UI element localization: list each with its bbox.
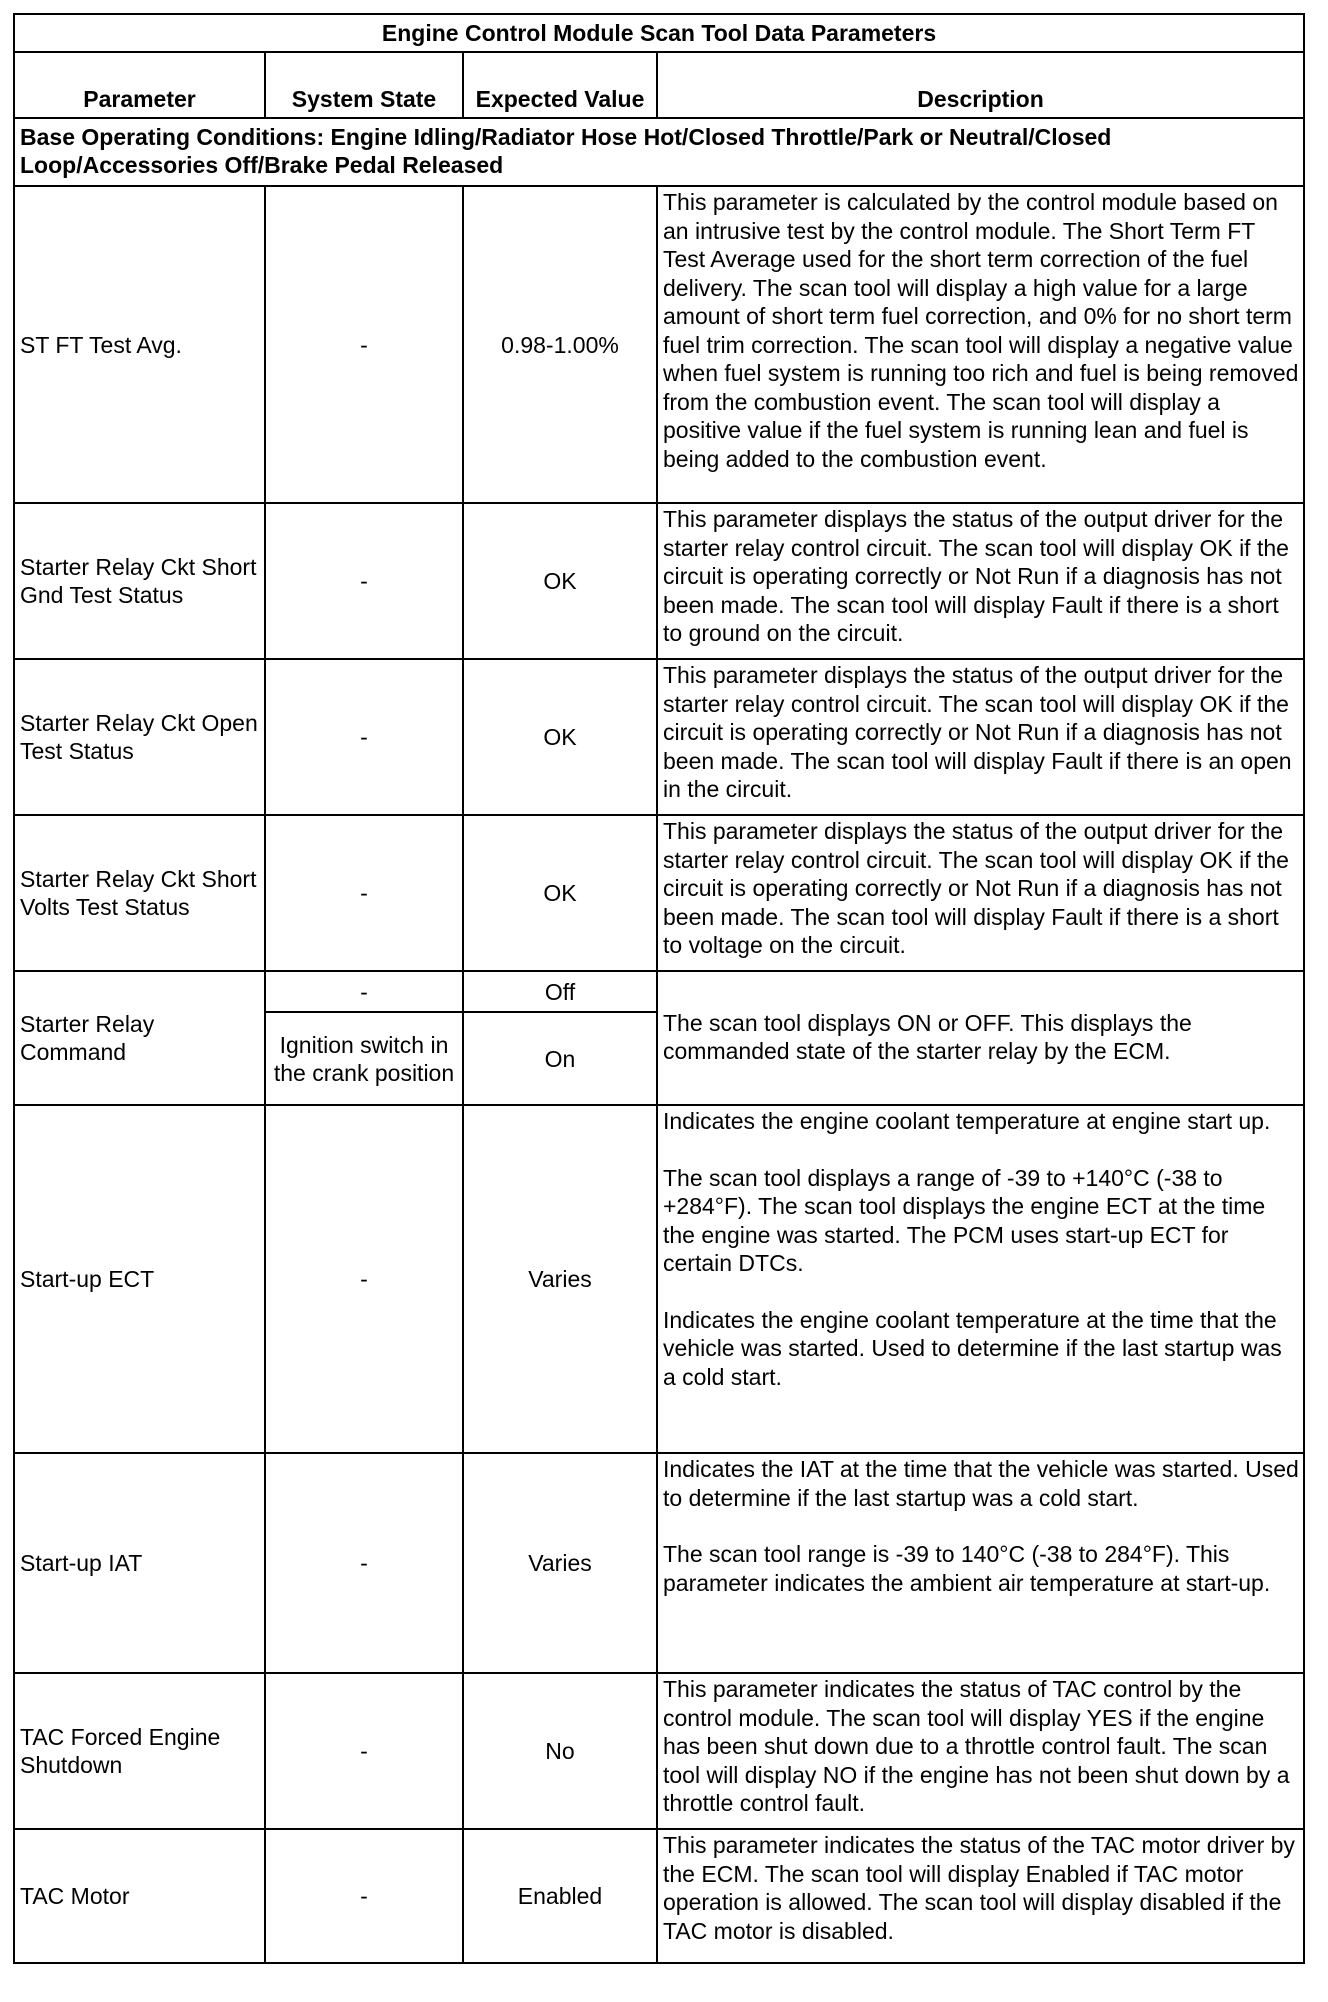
expected-value-cell: Varies bbox=[463, 1453, 657, 1673]
expected-value-cell: OK bbox=[463, 659, 657, 815]
description-text: The scan tool range is -39 to 140°C (-38 to 284°F). This parameter indicates the ambient air temperature at start-up. bbox=[663, 1541, 1271, 1596]
description-text: This parameter is calculated by the control module based on an intrusive test by the control module. The Short Term FT Test Average used for the short term correction of the fuel delivery. The scan tool will display a high value for a large amount of short term fuel correction, and 0% for no short term fuel trim correction. The scan tool will display a negative value when fuel system is running too rich and fuel is being removed from the combustion event. The scan tool will display a positive value if the fuel system is running lean and fuel is being added to the combustion event. bbox=[663, 189, 1299, 472]
description-text: Indicates the IAT at the time that the vehicle was started. Used to determine if the last startup was a cold start. bbox=[663, 1456, 1299, 1511]
description-cell bbox=[657, 1453, 1304, 1673]
base-operating-conditions: Base Operating Conditions: Engine Idling/Radiator Hose Hot/Closed Throttle/Park or Neutral/Closed Loop/Accessories Off/Brake Pedal Released bbox=[14, 118, 1304, 186]
system-state-cell: - bbox=[265, 1105, 463, 1453]
description-cell bbox=[657, 503, 1304, 659]
system-state-cell: - bbox=[265, 186, 463, 503]
description-cell bbox=[657, 815, 1304, 971]
parameter-cell: ST FT Test Avg. bbox=[14, 186, 265, 503]
system-state-cell: - bbox=[265, 659, 463, 815]
parameter-cell: Starter Relay Command bbox=[14, 971, 265, 1105]
description-text: This parameter displays the status of the output driver for the starter relay control circuit. The scan tool will display OK if the circuit is operating correctly or Not Run if a diagnosis has not been made. The scan tool will display Fault if there is a short to ground on the circuit. bbox=[663, 506, 1289, 646]
header-description: Description bbox=[657, 52, 1304, 118]
parameter-cell: Starter Relay Ckt Short Gnd Test Status bbox=[14, 503, 265, 659]
description-cell bbox=[657, 1673, 1304, 1829]
description-text: The scan tool displays ON or OFF. This displays the commanded state of the starter relay by the ECM. bbox=[663, 1009, 1192, 1064]
header-parameter: Parameter bbox=[14, 52, 265, 118]
description-cell bbox=[657, 1105, 1304, 1453]
description-text: This parameter displays the status of the output driver for the starter relay control circuit. The scan tool will display OK if the circuit is operating correctly or Not Run if a diagnosis has not been made. The scan tool will display Fault if there is a short to voltage on the circuit. bbox=[663, 818, 1289, 958]
expected-value-cell: No bbox=[463, 1673, 657, 1829]
header-system-state: System State bbox=[265, 52, 463, 118]
parameter-cell: Start-up ECT bbox=[14, 1105, 265, 1453]
system-state-cell: - bbox=[265, 1453, 463, 1673]
table-title: Engine Control Module Scan Tool Data Parameters bbox=[14, 14, 1304, 52]
description-text: This parameter indicates the status of the TAC motor driver by the ECM. The scan tool will display Enabled if TAC motor operation is allowed. The scan tool will display disabled if the TAC motor is disabled. bbox=[663, 1832, 1295, 1944]
parameter-cell: TAC Motor bbox=[14, 1829, 265, 1963]
table-row bbox=[14, 1105, 1304, 1453]
header-expected-value: Expected Value bbox=[463, 52, 657, 118]
scan-tool-data-table bbox=[13, 13, 1305, 1964]
expected-value-cell: On bbox=[463, 1012, 657, 1105]
system-state-cell: - bbox=[265, 1829, 463, 1963]
expected-value-cell: OK bbox=[463, 815, 657, 971]
table-row bbox=[14, 1673, 1304, 1829]
system-state-cell: Ignition switch in the crank position bbox=[265, 1012, 463, 1105]
system-state-cell: - bbox=[265, 971, 463, 1012]
description-cell bbox=[657, 659, 1304, 815]
expected-value-cell: Varies bbox=[463, 1105, 657, 1453]
system-state-cell: - bbox=[265, 503, 463, 659]
table-row bbox=[14, 503, 1304, 659]
table-row bbox=[14, 971, 1304, 1012]
description-text: This parameter indicates the status of TAC control by the control module. The scan tool will display YES if the engine has been shut down due to a throttle control fault. The scan tool will display NO if the engine has not been shut down by a throttle control fault. bbox=[663, 1676, 1290, 1816]
description-text: The scan tool displays a range of -39 to +140°C (-38 to +284°F). The scan tool displays the engine ECT at the time the engine was started. The PCM uses start-up ECT for certain DTCs. bbox=[663, 1164, 1266, 1276]
expected-value-cell: 0.98-1.00% bbox=[463, 186, 657, 503]
description-cell bbox=[657, 186, 1304, 503]
system-state-cell: - bbox=[265, 1673, 463, 1829]
description-cell bbox=[657, 1829, 1304, 1963]
parameter-cell: TAC Forced Engine Shutdown bbox=[14, 1673, 265, 1829]
table-row bbox=[14, 659, 1304, 815]
table-row bbox=[14, 815, 1304, 971]
system-state-cell: - bbox=[265, 815, 463, 971]
parameter-cell: Starter Relay Ckt Short Volts Test Status bbox=[14, 815, 265, 971]
description-text: This parameter displays the status of the output driver for the starter relay control circuit. The scan tool will display OK if the circuit is operating correctly or Not Run if a diagnosis has not been made. The scan tool will display Fault if there is an open in the circuit. bbox=[663, 662, 1292, 802]
table-row bbox=[14, 1829, 1304, 1963]
expected-value-cell: OK bbox=[463, 503, 657, 659]
expected-value-cell: Off bbox=[463, 971, 657, 1012]
table-row bbox=[14, 186, 1304, 503]
description-text: Indicates the engine coolant temperature at engine start up. bbox=[663, 1108, 1271, 1134]
parameter-cell: Starter Relay Ckt Open Test Status bbox=[14, 659, 265, 815]
expected-value-cell: Enabled bbox=[463, 1829, 657, 1963]
description-text: Indicates the engine coolant temperature at the time that the vehicle was started. Used to determine if the last startup was a cold start. bbox=[663, 1306, 1282, 1390]
description-cell bbox=[657, 971, 1304, 1105]
table-row bbox=[14, 1453, 1304, 1673]
parameter-cell: Start-up IAT bbox=[14, 1453, 265, 1673]
